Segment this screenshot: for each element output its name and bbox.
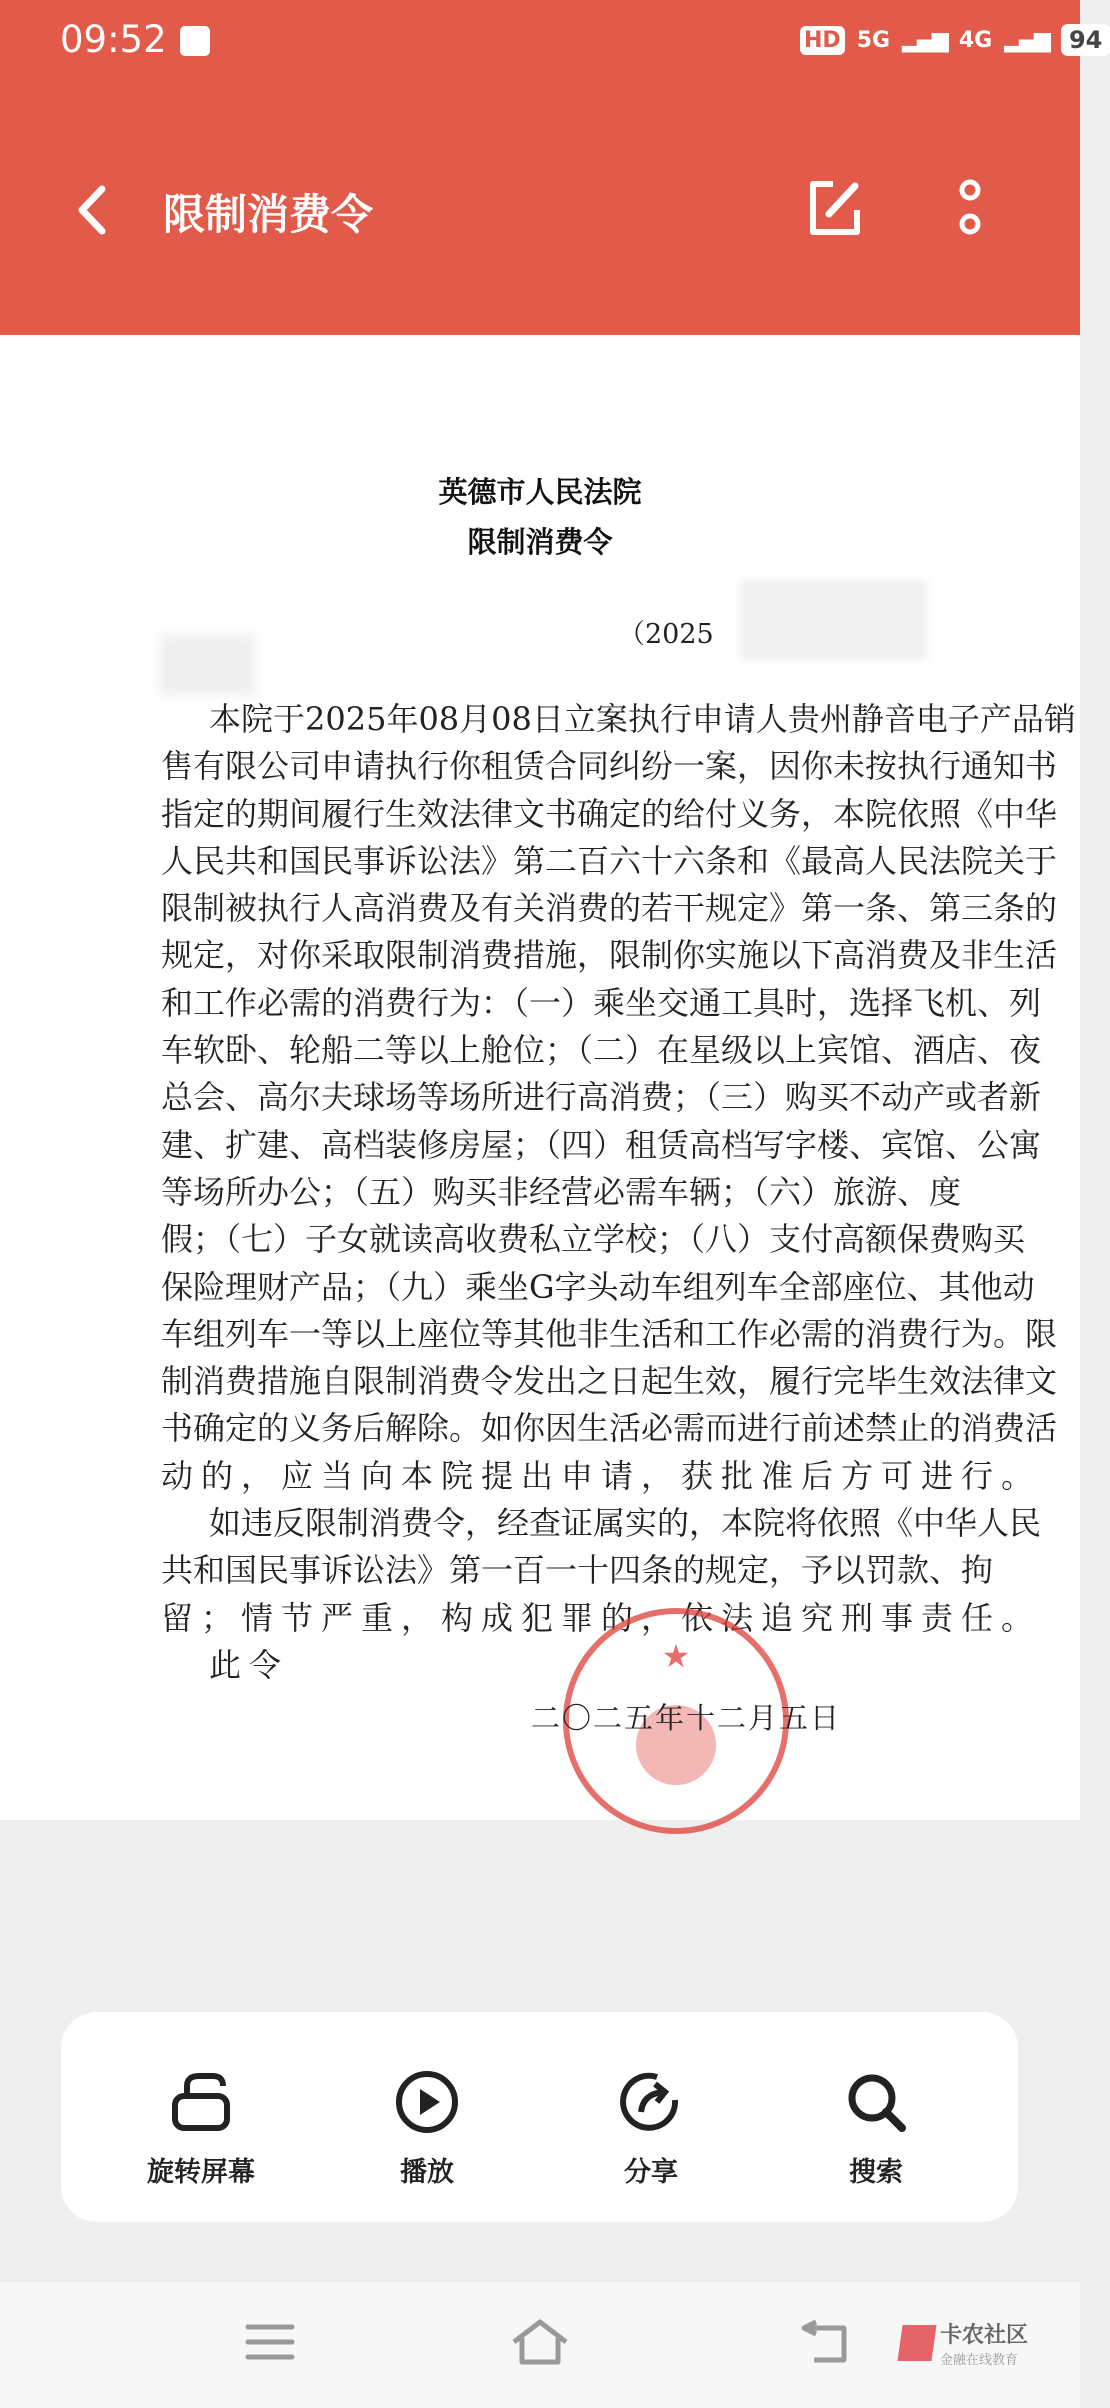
more-options-icon[interactable] (955, 180, 985, 240)
search-label: 搜索 (849, 2157, 903, 2188)
text-line: 假；（七）子女就读高收费私立学校；（八）支付高额保费购买 (161, 1220, 1026, 1259)
redacted-area (160, 635, 255, 695)
watermark-sub: 金融在线教育 (940, 2353, 1019, 2368)
back-nav-icon[interactable] (800, 2320, 850, 2366)
watermark-name: 卡农社区 (940, 2323, 1029, 2348)
watermark-logo (900, 2318, 1028, 2368)
case-number: （2025 (618, 619, 714, 650)
play-button[interactable] (337, 2012, 517, 2222)
text-line: 留；情节严重，构成犯罪的，依法追究刑事责任。 (161, 1598, 1042, 1637)
text-line: 动的，应当向本院提出申请，获批准后方可进行。 (161, 1456, 1042, 1495)
document-body (161, 696, 1076, 1689)
rotate-icon (169, 2070, 233, 2134)
search-icon (844, 2070, 908, 2134)
document-date: 二〇二五年十二月五日 (531, 1701, 842, 1735)
play-label: 播放 (400, 2157, 454, 2188)
menu-icon[interactable] (245, 2322, 295, 2362)
signal-bars-icon: ▂▄▆ (1004, 27, 1049, 53)
signal-5g-icon: 5G (856, 27, 891, 53)
text-line: 和工作必需的消费行为：（一）乘坐交通工具时，选择飞机、列 (161, 983, 1042, 1022)
rotate-label: 旋转屏幕 (147, 2157, 255, 2188)
search-button[interactable] (786, 2012, 966, 2222)
rotate-screen-button[interactable] (111, 2012, 291, 2222)
share-label: 分享 (624, 2157, 678, 2188)
text-line: 保险理财产品；（九）乘坐G字头动车组列车全部座位、其他动 (161, 1267, 1035, 1306)
text-line: 如违反限制消费令，经查证属实的，本院将依照《中华人民 (209, 1504, 1042, 1543)
text-line: 车组列车一等以上座位等其他非生活和工作必需的消费行为。限 (161, 1314, 1058, 1353)
text-line: 人民共和国民事诉讼法》第二百六十六条和《最高人民法院关于 (161, 841, 1058, 880)
court-name: 英德市人民法院 (438, 475, 642, 509)
share-icon (619, 2070, 683, 2134)
notification-icon (180, 26, 210, 56)
text-line: 共和国民事诉讼法》第一百一十四条的规定，予以罚款、拘 (161, 1551, 994, 1590)
redacted-area (740, 580, 927, 660)
signal-4g-icon: 4G (958, 27, 993, 53)
bottom-toolbar (61, 2012, 1018, 2222)
battery-indicator: 94 (1061, 24, 1110, 56)
text-line: 总会、高尔夫球场等场所进行高消费；（三）购买不动产或者新 (161, 1078, 1042, 1117)
text-line: 书确定的义务后解除。如你因生活必需而进行前述禁止的消费活 (161, 1409, 1058, 1448)
status-icons (800, 24, 1110, 56)
home-icon[interactable] (510, 2318, 570, 2366)
share-button[interactable] (561, 2012, 741, 2222)
logo-icon (897, 2325, 936, 2361)
page-title: 限制消费令 (163, 190, 374, 239)
text-line: 售有限公司申请执行你租赁合同纠纷一案，因你未按执行通知书 (161, 747, 1058, 786)
back-icon[interactable] (72, 185, 112, 235)
text-line: 指定的期间履行生效法律文书确定的给付义务，本院依照《中华 (161, 794, 1058, 833)
play-icon (395, 2070, 459, 2134)
text-line: 等场所办公；（五）购买非经营必需车辆；（六）旅游、度 (161, 1172, 962, 1211)
signal-bars-icon: ▂▄▆ (902, 27, 947, 53)
svg-text:★: ★ (661, 1637, 691, 1675)
text-line: 建、扩建、高档装修房屋；（四）租赁高档写字楼、宾馆、公寓 (161, 1125, 1042, 1164)
status-time: 09:52 (60, 18, 167, 61)
text-line: 此令 (209, 1645, 290, 1684)
document-title: 限制消费令 (467, 525, 613, 559)
hd-icon: HD (800, 26, 845, 55)
text-line: 本院于2025年08月08日立案执行申请人贵州静音电子产品销 (209, 700, 1076, 738)
text-line: 制消费措施自限制消费令发出之日起生效，履行完毕生效法律文 (161, 1362, 1058, 1401)
text-line: 限制被执行人高消费及有关消费的若干规定》第一条、第三条的 (161, 889, 1058, 928)
edit-icon[interactable] (805, 178, 863, 238)
text-line: 车软卧、轮船二等以上舱位；（二）在星级以上宾馆、酒店、夜 (161, 1031, 1042, 1070)
text-line: 规定，对你采取限制消费措施，限制你实施以下高消费及非生活 (161, 936, 1058, 975)
